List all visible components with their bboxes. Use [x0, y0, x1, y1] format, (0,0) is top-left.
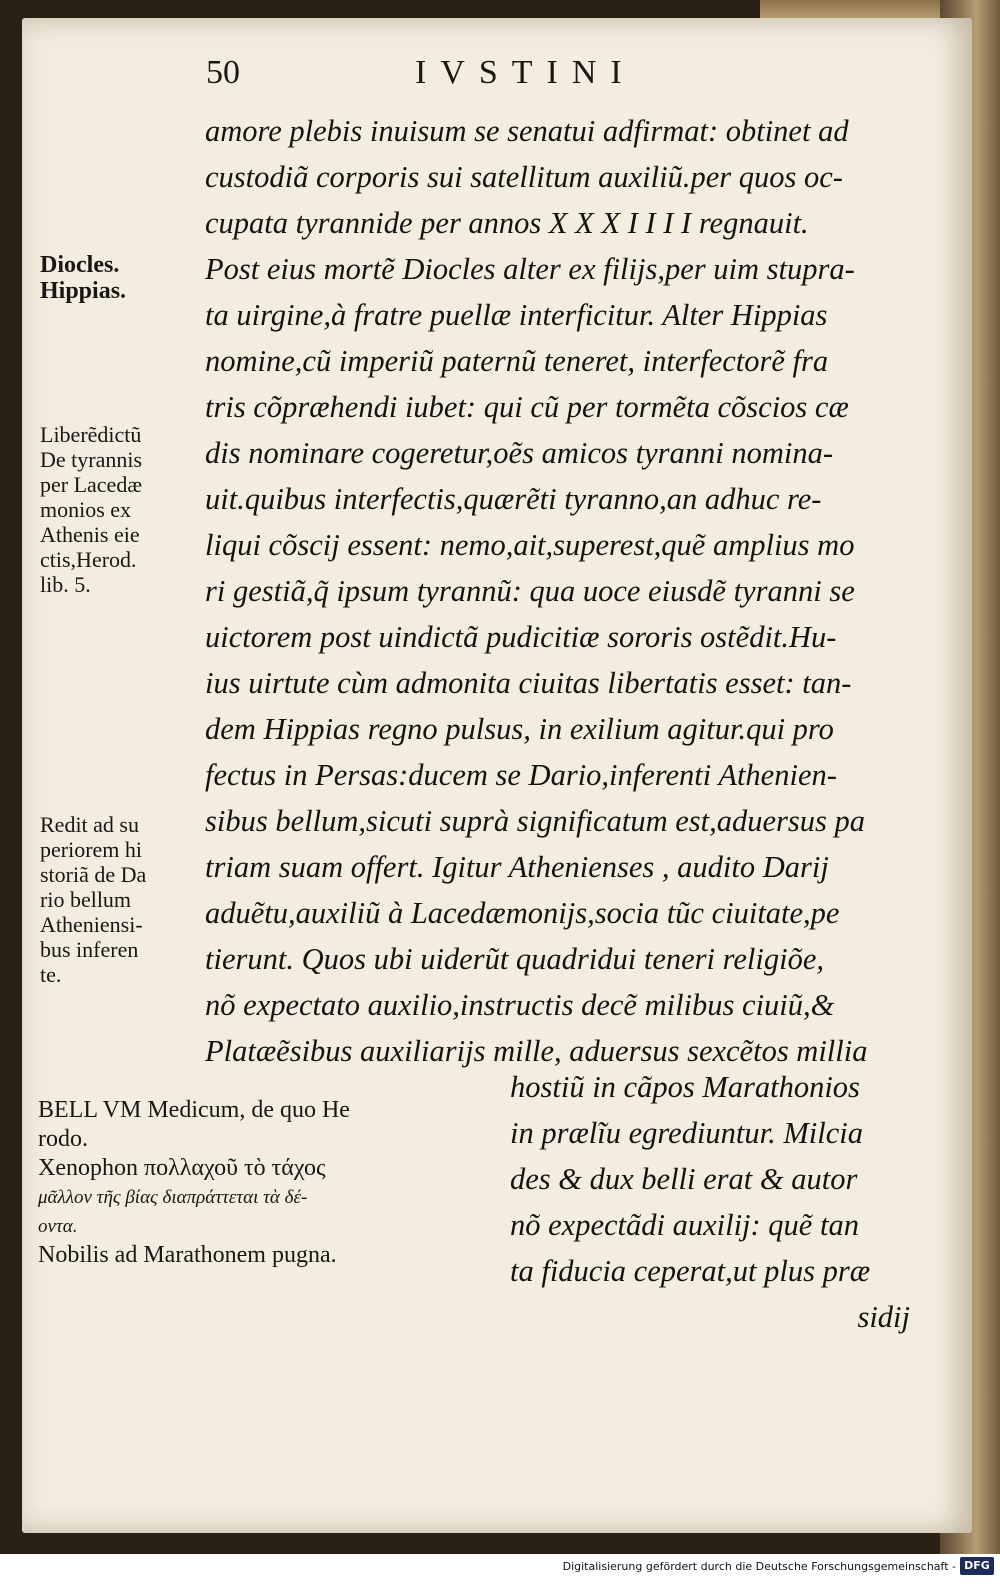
note-greek-quote: μᾶλλον τῆς βίας διαπράττεται τὰ δέ-: [38, 1187, 308, 1208]
margin-note-line: Athenis eie: [40, 522, 140, 547]
text-line: dis nominare cogeretur,oẽs amicos tyranni nomina-: [205, 436, 834, 470]
text-line: tierunt. Quos ubi uiderũt quadridui teneri religiõe,: [205, 942, 824, 976]
text-line: uictorem post uindictã pudicitiæ sororis ostẽdit.Hu-: [205, 620, 837, 654]
text-line: in prælĩu egrediuntur. Milcia: [510, 1116, 863, 1150]
text-line: cupata tyrannide per annos X X X I I I I regnauit.: [205, 206, 809, 240]
catchword: sidij: [857, 1300, 910, 1334]
text-line: triam suam offert. Igitur Athenienses , audito Darij: [205, 850, 829, 884]
dfg-logo: DFG: [960, 1557, 994, 1575]
margin-note-line: te.: [40, 962, 62, 987]
margin-note-line: rio bellum: [40, 887, 132, 912]
margin-note-line: Hippias.: [40, 278, 127, 304]
text-line: hostiũ in cãpos Marathonios: [510, 1070, 860, 1104]
text-line: aduẽtu,auxiliũ à Lacedæmonijs,socia tũc ciuitate,pe: [205, 896, 840, 930]
margin-note-redit: [40, 812, 205, 987]
note-bellum: BELL VM Medicum, de quo He: [38, 1097, 350, 1123]
margin-note-line: lib. 5.: [40, 572, 91, 597]
note-bellum-cont: rodo.: [38, 1126, 88, 1152]
text-line: ius uirtute cùm admonita ciuitas libertatis esset: tan-: [205, 666, 852, 700]
text-line: uit.quibus interfectis,quærẽti tyranno,an adhuc re-: [205, 482, 822, 516]
narrow-text-block: [510, 1064, 930, 1340]
text-line: nõ expectãdi auxilij: quẽ tan: [510, 1208, 859, 1242]
margin-note-line: Redit ad su: [40, 812, 139, 837]
note-marathon: Nobilis ad Marathonem pugna.: [38, 1242, 337, 1268]
margin-note-line: ctis,Herod.: [40, 547, 137, 572]
text-line: custodiã corporis sui satellitum auxiliũ.per quos oc-: [205, 160, 843, 194]
margin-note-line: monios ex: [40, 497, 132, 522]
text-line: des & dux belli erat & autor: [510, 1162, 858, 1196]
text-line: ta uirgine,à fratre puellæ interficitur. Alter Hippias: [205, 298, 828, 332]
text-line: amore plebis inuisum se senatui adfirmat: obtinet ad: [205, 114, 849, 148]
running-head: [200, 54, 900, 94]
main-text-block: [205, 108, 925, 1074]
text-line: dem Hippias regno pulsus, in exilium agitur.qui pro: [205, 712, 834, 746]
note-greek-quote-end: οντα.: [38, 1216, 78, 1237]
text-line: ta fiducia ceperat,ut plus præ: [510, 1254, 871, 1288]
footer-bar: [0, 1554, 1000, 1584]
margin-note-line: De tyrannis: [40, 447, 143, 472]
note-xenophon: Xenophon πολλαχοῦ τὸ τάχος: [38, 1155, 326, 1181]
text-line: ri gestiã,q̃ ipsum tyrannũ: qua uoce eiusdẽ tyranni se: [205, 574, 855, 608]
margin-note-line: Diocles.: [40, 252, 120, 278]
running-title: IVSTINI: [415, 54, 636, 91]
page-number: 50: [206, 54, 240, 91]
margin-note-line: per Lacedæ: [40, 472, 142, 497]
margin-note-line: Liberẽdictũ: [40, 422, 142, 447]
margin-note-line: bus inferen: [40, 937, 139, 962]
margin-note-line: periorem hi: [40, 837, 143, 862]
bottom-margin-notes: [38, 1096, 508, 1270]
text-line: fectus in Persas:ducem se Dario,inferenti Athenien-: [205, 758, 837, 792]
text-line: Platæẽsibus auxiliarijs mille, aduersus sexcẽtos millia: [205, 1034, 868, 1068]
text-line: liqui cõscij essent: nemo,ait,superest,quẽ amplius mo: [205, 528, 855, 562]
funding-credit: Digitalisierung gefördert durch die Deutsche Forschungsgemeinschaft -: [562, 1560, 956, 1573]
text-line: sibus bellum,sicuti suprà significatum est,aduersus pa: [205, 804, 865, 838]
margin-note-tyrants: [40, 422, 205, 597]
text-line: tris cõpræhendi iubet: qui cũ per tormẽta cõscios cæ: [205, 390, 849, 424]
margin-note-line: Atheniensi-: [40, 912, 143, 937]
text-line: nõ expectato auxilio,instructis decẽ milibus ciuiũ,&: [205, 988, 835, 1022]
margin-note-diocles: [40, 252, 205, 304]
text-line: Post eius mortẽ Diocles alter ex filijs,per uim stupra-: [205, 252, 855, 286]
margin-note-line: storiã de Da: [40, 862, 147, 887]
text-line: nomine,cũ imperiũ paternũ teneret, interfectorẽ fra: [205, 344, 829, 378]
